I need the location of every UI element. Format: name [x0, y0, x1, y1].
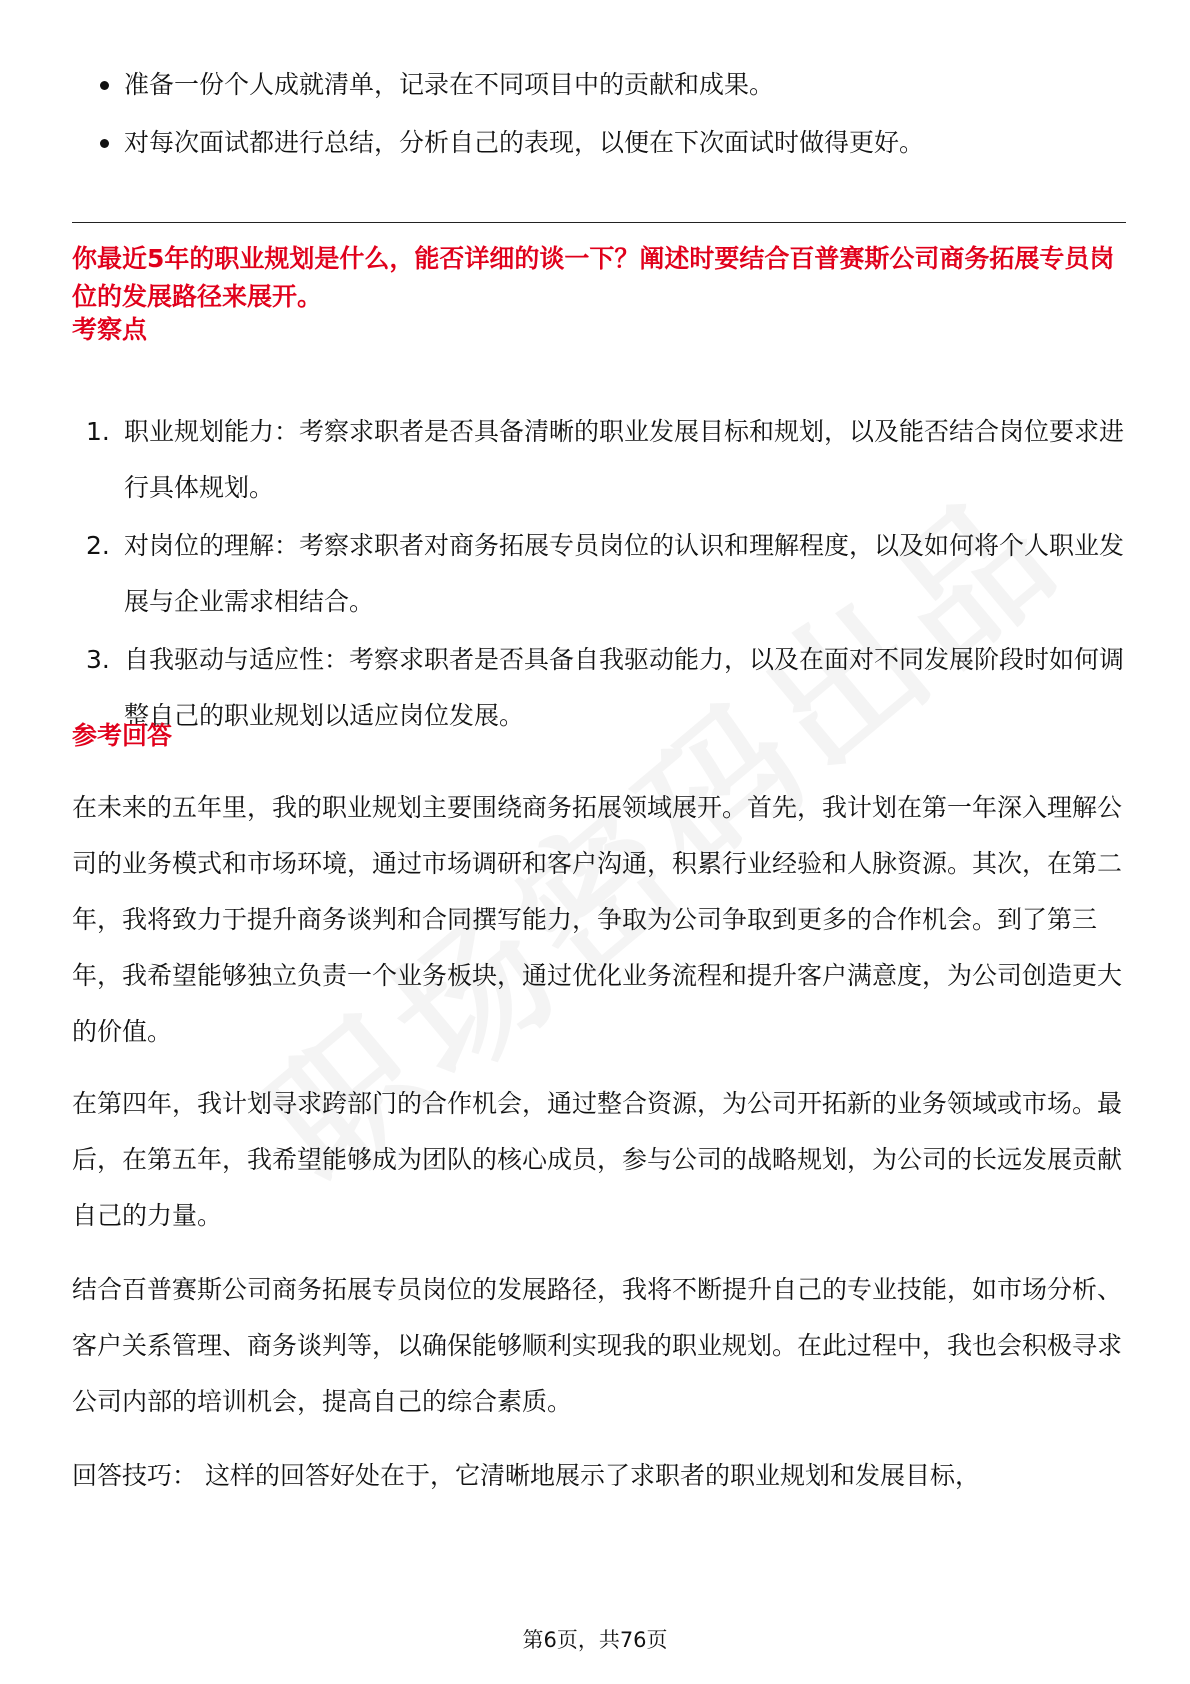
bullet-item — [72, 114, 1132, 172]
item-text: 自我驱动与适应性：考察求职者是否具备自我驱动能力，以及在面对不同发展阶段时如何调整自己的职业规划以适应岗位发展。 — [124, 645, 1125, 730]
answer-tip-paragraph: 回答技巧： 这样的回答好处在于，它清晰地展示了求职者的职业规划和发展目标， — [72, 1461, 980, 1490]
item-number: 1. — [86, 417, 110, 446]
kaochadian-list — [72, 404, 1132, 746]
item-number: 3. — [86, 645, 110, 674]
tips-bullet-list — [72, 56, 1132, 172]
kaochadian-item — [72, 404, 1132, 516]
bullet-text: 准备一份个人成就清单，记录在不同项目中的贡献和成果。 — [124, 70, 775, 99]
item-text: 职业规划能力：考察求职者是否具备清晰的职业发展目标和规划，以及能否结合岗位要求进行具体规划。 — [124, 417, 1125, 502]
answer-paragraph: 在第四年，我计划寻求跨部门的合作机会，通过整合资源，为公司开拓新的业务领域或市场。最后，在第五年，我希望能够成为团队的核心成员，参与公司的战略规划，为公司的长远发展贡献自己的力量。 — [72, 1089, 1123, 1230]
item-number: 2. — [86, 531, 110, 560]
answer-paragraph: 结合百普赛斯公司商务拓展专员岗位的发展路径，我将不断提升自己的专业技能，如市场分析、客户关系管理、商务谈判等，以确保能够顺利实现我的职业规划。在此过程中，我也会积极寻求公司内部的培训机会，提高自己的综合素质。 — [72, 1275, 1123, 1416]
page-number: 第6页，共76页 — [522, 1628, 668, 1652]
bullet-text: 对每次面试都进行总结，分析自己的表现，以便在下次面试时做得更好。 — [124, 128, 925, 157]
bullet-item — [72, 56, 1132, 114]
interview-question: 你最近5年的职业规划是什么，能否详细的谈一下？阐述时要结合百普赛斯公司商务拓展专员岗位的发展路径来展开。 — [72, 244, 1115, 311]
section-divider — [72, 222, 1126, 223]
kaochadian-item — [72, 518, 1132, 630]
kaochadian-item — [72, 632, 1132, 744]
answer-heading: 参考回答 — [72, 721, 173, 750]
item-text: 对岗位的理解：考察求职者对商务拓展专员岗位的认识和理解程度，以及如何将个人职业发展与企业需求相结合。 — [124, 531, 1125, 616]
bullet-dot-icon — [100, 81, 109, 90]
kaochadian-heading: 考察点 — [72, 315, 148, 344]
answer-paragraph: 在未来的五年里，我的职业规划主要围绕商务拓展领域展开。首先，我计划在第一年深入理解公司的业务模式和市场环境，通过市场调研和客户沟通，积累行业经验和人脉资源。其次，在第二年，我将致力于提升商务谈判和合同撰写能力，争取为公司争取到更多的合作机会。到了第三年，我希望能够独立负责一个业务板块，通过优化业务流程和提升客户满意度，为公司创造更大的价值。 — [72, 793, 1123, 1046]
bullet-dot-icon — [100, 139, 109, 148]
